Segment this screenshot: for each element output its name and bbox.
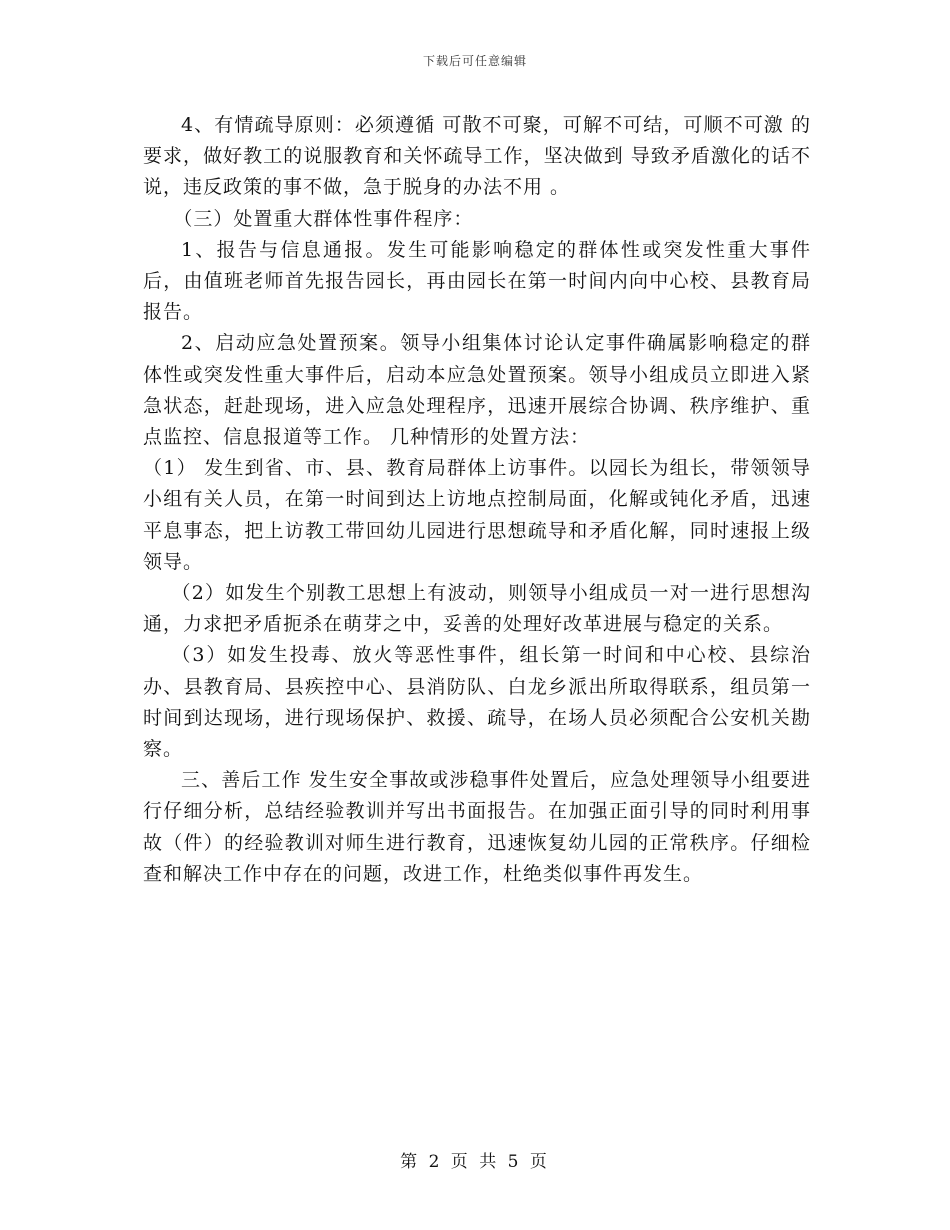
- section-heading-procedure: （三）处置重大群体性事件程序：: [173, 207, 474, 230]
- document-body: [143, 110, 811, 890]
- paragraph-aftermath: 三、善后工作 发生安全事故或涉稳事件处置后，应急处理领导小组要进行仔细分析，总结经验教训并写出书面报告。在加强正面引导的同时利用事故（件）的经验教训对师生进行教育，迅速恢复幼儿园的正常秩序。仔细检查和解决工作中存在的问题，改进工作，杜绝类似事件再发生。: [143, 769, 811, 885]
- paragraph-report: 1、报告与信息通报。发生可能影响稳定的群体性或突发性重大事件后，由值班老师首先报告园长，再由园长在第一时间内向中心校、县教育局报告。: [143, 238, 811, 324]
- paragraph-case-1: （1） 发生到省、市、县、教育局群体上访事件。以园长为组长，带领领导小组有关人员，在第一时间到达上访地点控制局面，化解或钝化矛盾，迅速平息事态，把上访教工带回幼儿园进行思想疏导和矛盾化解，同时速报上级领导。: [143, 457, 811, 573]
- page-number: 第 2 页 共 5 页: [400, 1152, 550, 1172]
- paragraph-case-3: （3）如发生投毒、放火等恶性事件，组长第一时间和中心校、县综治办、县教育局、县疾控中心、县消防队、白龙乡派出所取得联系，组员第一时间到达现场，进行现场保护、救援、疏导，在场人员必须配合公安机关勘察。: [143, 644, 811, 761]
- paragraph-emergency-plan: 2、启动应急处置预案。领导小组集体讨论认定事件确属影响稳定的群体性或突发性重大事件后，启动本应急处置预案。领导小组成员立即进入紧急状态，赶赴现场，进入应急处理程序，迅速开展综合协调、秩序维护、重点监控、信息报道等工作。 几种情形的处置方法：: [143, 332, 811, 449]
- paragraph-case-2: （2）如发生个别教工思想上有波动，则领导小组成员一对一进行思想沟通，力求把矛盾扼杀在萌芽之中，妥善的处理好改革进展与稳定的关系。: [143, 582, 811, 636]
- paragraph-principle-4: 4、有情疏导原则：必须遵循 可散不可聚，可解不可结，可顺不可激 的要求，做好教工的说服教育和关怀疏导工作，坚决做到 导致矛盾激化的话不说，违反政策的事不做，急于脱身的办法不用 。: [143, 114, 811, 199]
- page-header: 下载后可任意编辑: [422, 54, 527, 68]
